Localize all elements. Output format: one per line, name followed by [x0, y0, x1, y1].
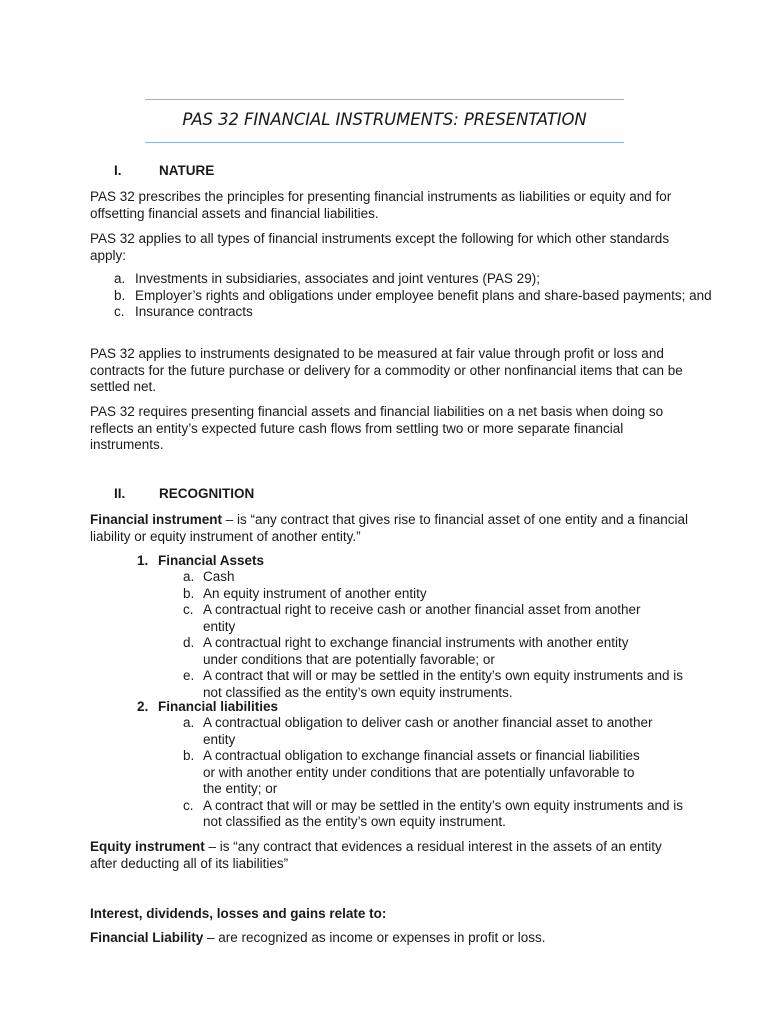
equity-instrument-definition	[90, 839, 690, 872]
nature-paragraph-4: PAS 32 requires presenting financial assets and financial liabilities on a net basis when doing so reflects an entity’s expected future cash flows from settling two or more separate financial instruments.	[90, 404, 664, 452]
list-item-text: An equity instrument of another entity	[203, 585, 427, 601]
term: Financial Liability	[90, 930, 204, 945]
nature-paragraph-3: PAS 32 applies to instruments designated to be measured at fair value through profit or loss and contracts for the future purchase or delivery for a commodity or other nonfinancial items that can be settled net.	[90, 346, 683, 394]
list-item	[183, 569, 703, 586]
list-item-text: Cash	[203, 569, 235, 584]
list-title: Financial liabilities	[158, 699, 279, 714]
section-title: NATURE	[159, 163, 215, 178]
list-item-label: c.	[183, 602, 194, 617]
list-item-label: b.	[114, 287, 126, 303]
list-item-text: A contractual right to receive cash or another financial asset from another entity	[203, 602, 641, 634]
definition: – are recognized as income or expenses in profit or loss.	[203, 930, 546, 945]
document-title: PAS 32 FINANCIAL INSTRUMENTS: PRESENTATION	[182, 110, 587, 129]
list-item	[183, 635, 643, 668]
list-item	[183, 668, 703, 701]
section-number: II.	[114, 486, 126, 501]
list-item-text: Investments in subsidiaries, associates and joint ventures (PAS 29);	[135, 271, 540, 286]
definition: – is “any contract that gives rise to financial asset of one entity and a financial liability or equity instrument of another entity.”	[90, 512, 689, 544]
list-item-label: a.	[183, 569, 195, 584]
list-number: 2.	[137, 699, 149, 714]
list-item-label: c.	[183, 797, 194, 813]
list-item-text: A contractual obligation to deliver cash or another financial asset to another entity	[203, 715, 653, 747]
list-item-text: A contract that will or may be settled in the entity’s own equity instruments and is not classified as the entity’s own equity instruments.	[203, 668, 683, 700]
list-item	[114, 288, 714, 305]
exceptions-list	[114, 271, 714, 321]
title-top-rule	[145, 99, 624, 100]
definition: – is “any contract that evidences a residual interest in the assets of an entity after deducting all of its liabilities”	[90, 839, 662, 871]
list-item-label: b.	[183, 585, 195, 601]
list-item-label: c.	[114, 304, 125, 319]
financial-assets-list	[183, 569, 703, 701]
list-item	[183, 602, 643, 635]
section-number: I.	[114, 163, 122, 178]
list-item-text: A contractual obligation to exchange financial assets or financial liabilities or with another entity under conditions that are potentially unfavorable to the entity; or	[203, 748, 640, 796]
list-item	[183, 798, 693, 831]
list-item-text: A contract that will or may be settled in the entity’s own equity instruments and is not classified as the entity’s own equity instrument.	[203, 797, 683, 829]
financial-liability-recognition	[90, 930, 690, 947]
list-title: Financial Assets	[158, 553, 265, 568]
list-item-label: e.	[183, 668, 195, 683]
list-item	[114, 271, 714, 288]
term: Financial instrument	[90, 512, 223, 527]
list-item-label: a.	[114, 271, 126, 286]
list-item-text: Employer’s rights and obligations under employee benefit plans and share-based payments; and	[135, 287, 712, 303]
list-item	[183, 715, 653, 748]
list-item-label: b.	[183, 748, 195, 763]
list-item	[183, 586, 703, 603]
section-title: RECOGNITION	[159, 486, 255, 501]
financial-liabilities-list	[183, 715, 703, 831]
list-number: 1.	[137, 553, 149, 568]
nature-paragraph-1: PAS 32 prescribes the principles for presenting financial instruments as liabilities or equity and for offsetting financial assets and financial liabilities.	[90, 189, 672, 221]
list-item-text: A contractual right to exchange financial instruments with another entity under conditions that are potentially favorable; or	[203, 635, 629, 667]
list-item-label: a.	[183, 715, 195, 730]
interest-dividends-heading: Interest, dividends, losses and gains relate to:	[90, 906, 387, 921]
title-bottom-rule	[145, 142, 624, 143]
list-item	[114, 304, 714, 321]
term: Equity instrument	[90, 839, 205, 854]
list-item-text: Insurance contracts	[135, 304, 253, 319]
list-item	[183, 748, 653, 798]
financial-instrument-definition	[90, 512, 690, 545]
nature-paragraph-2: PAS 32 applies to all types of financial instruments except the following for which other standards apply:	[90, 231, 670, 263]
list-item-label: d.	[183, 635, 195, 650]
